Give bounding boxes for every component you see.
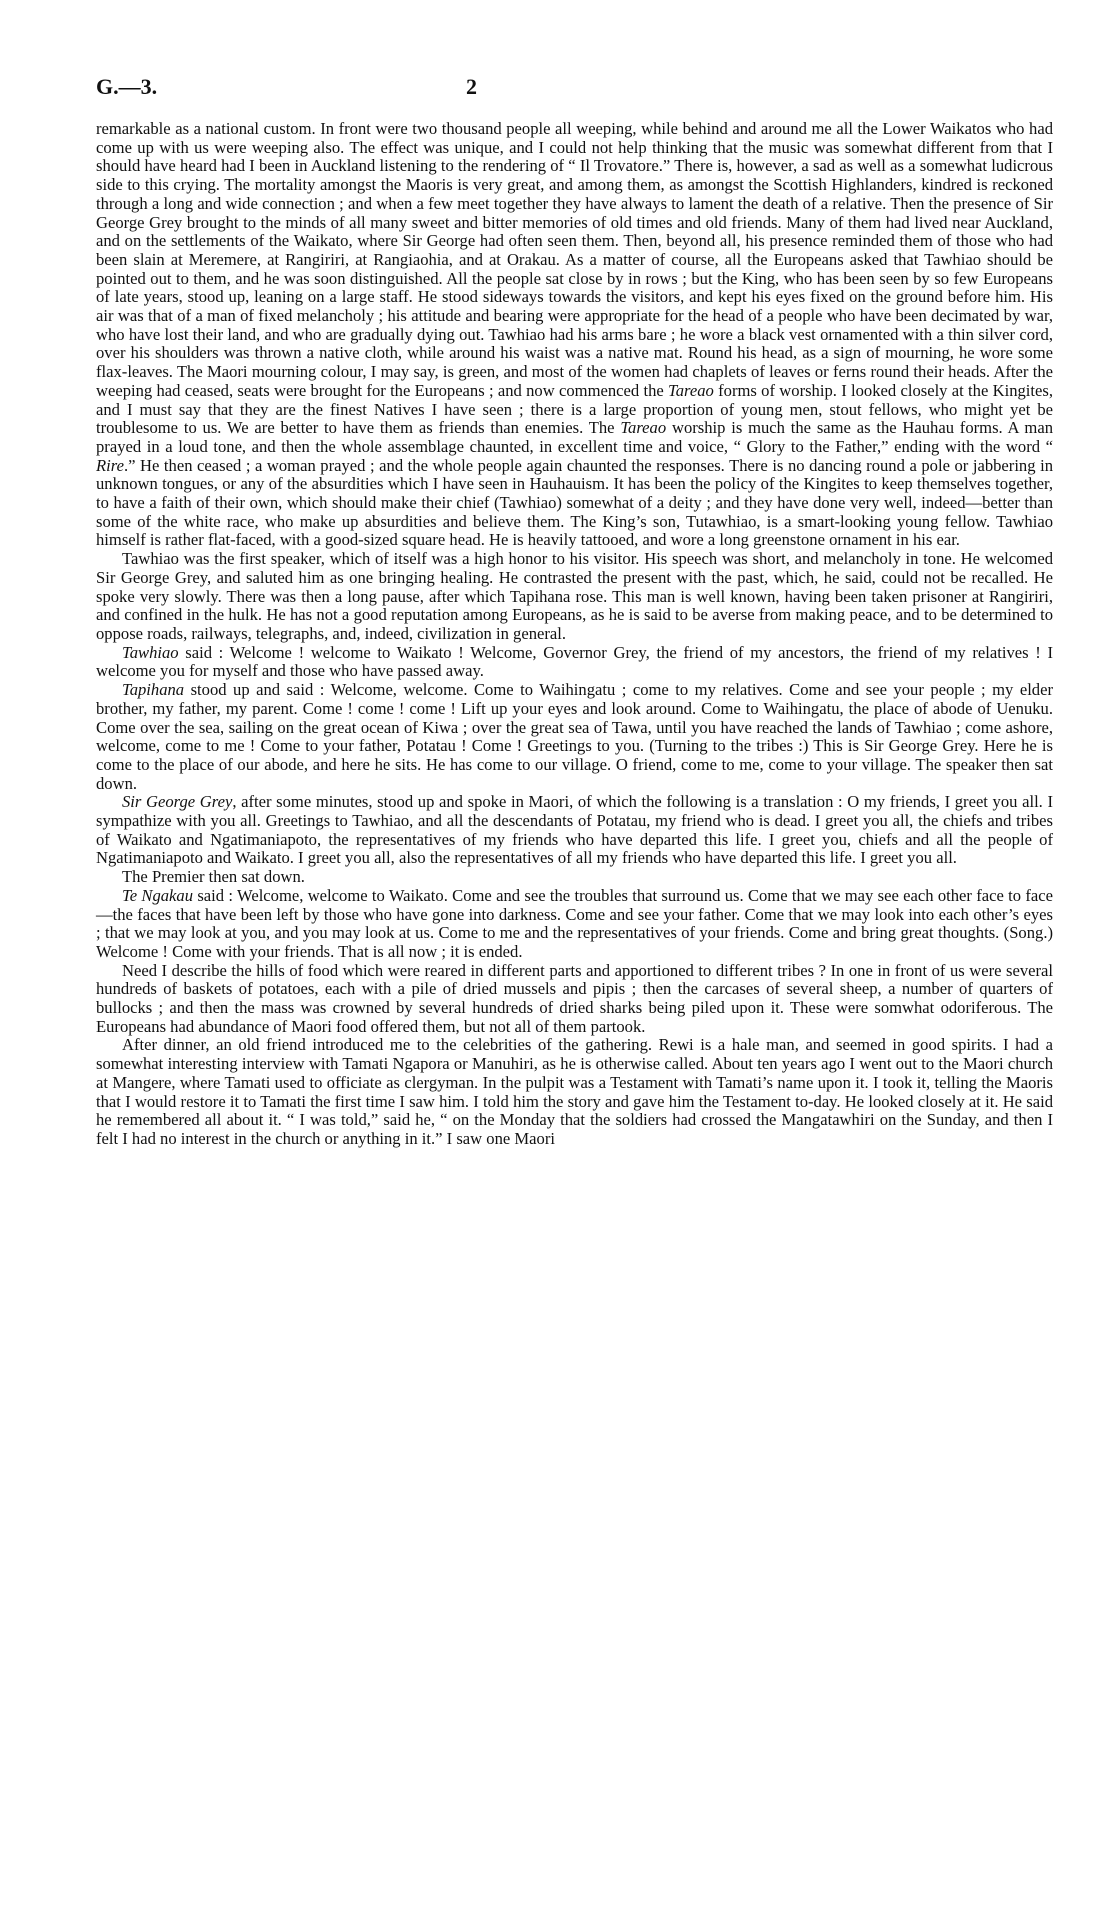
italic-text: Tareao xyxy=(620,418,667,438)
text-run: said : Welcome ! welcome to Waikato ! Welcome, Governor Grey, the friend of my ancestors, the friend of my relatives ! I welcome you for myself and those who have passed away. xyxy=(96,642,1053,681)
italic-text: Te Ngakau xyxy=(122,885,194,905)
italic-text: Rire xyxy=(96,455,124,475)
text-run: , after some minutes, stood up and spoke in Maori, of which the following is a translation : O my friends, I greet you all. I sympathize with you all. Greetings to Tawhiao, and all the descendants of Potatau, my friend who is dead. I greet you all, the chiefs and tribes of Waikato and Ngatimaniapoto, the representatives of my friends who have departed this life. I greet you, chiefs and all the people of Ngatimaniapoto and Waikato. I greet you all, also the representatives of all my friends who have departed this life. I greet you all. xyxy=(96,792,1053,868)
paragraph xyxy=(96,793,1053,868)
document-code: G.—3. xyxy=(96,74,158,99)
paragraph xyxy=(96,681,1053,793)
paragraph xyxy=(96,887,1053,962)
italic-text: Tapihana xyxy=(122,680,185,700)
paragraph xyxy=(96,120,1053,550)
paragraph xyxy=(96,1036,1053,1148)
paragraph xyxy=(96,962,1053,1037)
text-run: stood up and said : Welcome, welcome. Come to Waihingatu ; come to my relatives. Come and see your people ; my elder brother, my father, my parent. Come ! come ! come ! Lift up your eyes and look around. Come to Waihingatu, the place of abode of Uenuku. Come over the sea, sailing on the great ocean of Kiwa ; over the great sea of Tawa, until you have reached the lands of Tawhiao ; come ashore, welcome, come to me ! Come to your father, Potatau ! Come ! Greetings to you. (Turning to the tribes :) This is Sir George Grey. Here he is come to the place of our abode, and here he sits. He has come to our village. O friend, come to me, come to your village. The speaker then sat down. xyxy=(96,680,1053,793)
text-run: worship is much the same as the Hauhau forms. A man prayed in a loud tone, and then the whole assemblage chaunted, in excellent time and voice, “ Glory to the Father,” ending with the word “ xyxy=(96,418,1053,456)
italic-text: Tawhiao xyxy=(122,642,179,662)
paragraph xyxy=(96,868,1053,887)
text-run: .” He then ceased ; a woman prayed ; and the whole people again chaunted the responses. There is no dancing round a pole or jabbering in unknown tongues, or any of the absurdities which I have seen in Hauhauism. It has been the policy of the Kingites to keep themselves together, to have a faith of their own, which should make their chief (Tawhiao) somewhat of a deity ; and they have done very well, indeed—better than some of the white race, who make up absurdities and believe them. The King’s son, Tutawhiao, is a smart-looking young fellow. Tawhiao himself is rather flat-faced, with a good-sized square head. He is heavily tattooed, and wore a long greenstone ornament in his ear. xyxy=(96,455,1053,550)
text-run: forms of worship. I looked closely at the Kingites, and I must say that they are the finest Natives I have seen ; there is a large proportion of young men, stout fellows, who might yet be troublesome to us. We are better to have them as friends than enemies. The xyxy=(96,380,1053,438)
text-run: The Premier then sat down. xyxy=(122,867,305,887)
paragraph xyxy=(96,644,1053,681)
text-run: said : Welcome, welcome to Waikato. Come and see the troubles that surround us. Come that we may see each other face to face—the faces that have been left by those who have gone into darkness. Come and see your father. Come that we may look into each other’s eyes ; that we may look at you, and you may look at us. Come to me and the representatives of your friends. Come and bring great thoughts. (Song.) Welcome ! Come with your friends. That is all now ; it is ended. xyxy=(96,885,1054,961)
body-text xyxy=(96,120,1053,1149)
text-run: remarkable as a national custom. In front were two thousand people all weeping, while behind and around me all the Lower Waikatos who had come up with us were weeping also. The effect was unique, and I could not help thinking that the music was somewhat different from that I should have heard had I been in Auckland listening to the rendering of “ Il Trovatore.” There is, however, a sad as well as a somewhat ludicrous side to this crying. The mortality amongst the Maoris is very great, and among them, as amongst the Scottish Highlanders, kindred is reckoned through a long and wide connection ; and when a few meet together they have always to lament the death of a relative. Then the presence of Sir George Grey brought to the minds of all many sweet and bitter memories of old times and old friends. Many of them had lived near Auckland, and on the settlements of the Waikato, where Sir George had often seen them. Then, beyond all, his presence reminded them of those who had been slain at Meremere, at Rangiriri, at Rangiaohia, and at Orakau. As a matter of course, all the Europeans asked that Tawhiao should be pointed out to them, and he was soon distinguished. All the people sat close by in rows ; but the King, who has been seen by so few Europeans of late years, stood up, leaning on a large staff. He stood sideways towards the visitors, and kept his eyes fixed on the ground before him. His air was that of a man of fixed melancholy ; his attitude and bearing were appropriate for the head of a people who have been decimated by war, who have lost their land, and who are gradually dying out. Tawhiao had his arms bare ; he wore a black vest ornamented with a thin silver cord, over his shoulders was thrown a native cloth, while around his waist was a native mat. Round his head, as a sign of mourning, he wore some flax-leaves. The Maori mourning colour, I may say, is green, and most of the women had chaplets of leaves or ferns round their heads. After the weeping had ceased, seats were brought for the Europeans ; and now commenced the xyxy=(96,119,1053,400)
text-run: Tawhiao was the first speaker, which of itself was a high honor to his visitor. His speech was short, and melancholy in tone. He welcomed Sir George Grey, and saluted him as one bringing healing. He contrasted the present with the past, which, he said, could not be recalled. He spoke very slowly. There was then a long pause, after which Tapihana rose. This man is well known, having been taken prisoner at Rangiriri, and confined in the hulk. He has not a good reputation among Europeans, as he is said to be averse from making peace, and to be determined to oppose roads, railways, telegraphs, and, indeed, civilization in general. xyxy=(96,549,1053,643)
page-number: 2 xyxy=(466,74,477,99)
text-run: After dinner, an old friend introduced me to the celebrities of the gathering. Rewi is a hale man, and seemed in good spirits. I had a somewhat interesting interview with Tamati Ngapora or Manuhiri, as he is otherwise called. About ten years ago I went out to the Maori church at Mangere, where Tamati used to officiate as clergyman. In the pulpit was a Testament with Tamati’s name upon it. I took it, telling the Maoris that I would restore it to Tamati the first time I saw him. I told him the story and gave him the Testament to-day. He looked closely at it. He said he remembered all about it. “ I was told,” said he, “ on the Monday that the soldiers had crossed the Mangatawhiri on the Sunday, and then I felt I had no interest in the church or anything in it.” I saw one Maori xyxy=(96,1035,1053,1148)
paragraph xyxy=(96,550,1053,644)
text-run: Need I describe the hills of food which were reared in different parts and apportioned to different tribes ? In one in front of us were several hundreds of baskets of potatoes, each with a pile of dried mussels and pipis ; then the carcases of several sheep, a number of quarters of bullocks ; and then the mass was crowned by several hundreds of dried sharks being piled upon it. These were somwhat odoriferous. The Europeans had abundance of Maori food offered them, but not all of them partook. xyxy=(96,960,1053,1036)
page-header xyxy=(96,74,1053,120)
document-page xyxy=(96,74,1053,1149)
italic-text: Sir George Grey xyxy=(122,792,233,812)
italic-text: Tareao xyxy=(668,380,714,400)
